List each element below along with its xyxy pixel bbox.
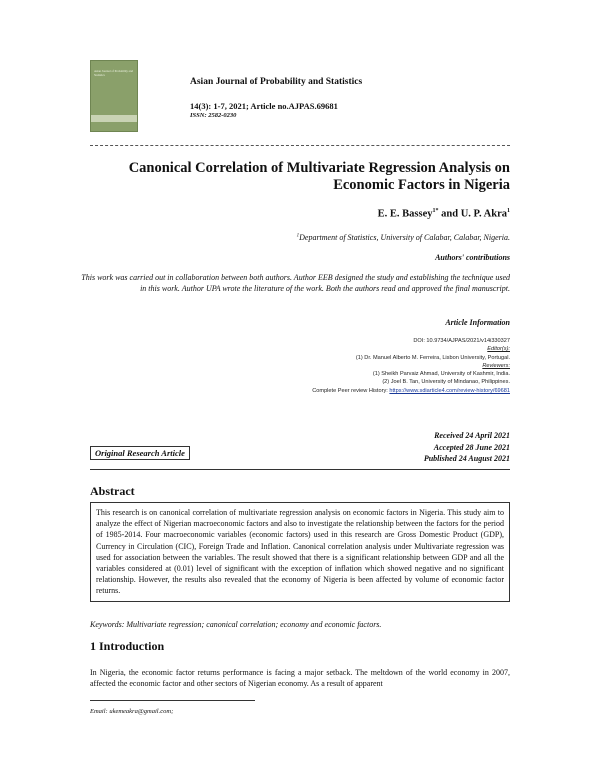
author-conjunction: and bbox=[438, 208, 461, 220]
header-divider bbox=[90, 145, 510, 146]
editor-1: (1) Dr. Manuel Alberto M. Ferreira, Lisbon University, Portugal. bbox=[355, 354, 510, 361]
article-type-badge: Original Research Article bbox=[90, 446, 190, 460]
abstract-text: This research is on canonical correlation of multivariate regression analysis on economic factors in Nigeria. This study aim to analyze the effect of Nigerian macroeconomic factors and also to investigate the relationship between the factors for the period of 1985-2014. Four macroeconomic variables (economic factors) used in this research are Gross Domestic Product (GDP), Currency in Circulation (CIC), Foreign Trade and Inflation. Canonical correlation analysis under Multivariate regression was used for association between the variables. The result showed that there is a significant relationship between GDP and all the variables considered at (0.01) level of significant with the exception of inflation which showed negative and no significant relationship. However, the results also revealed that the economy of Nigeria is been affected by volume of economic factor returns. bbox=[90, 502, 510, 602]
cover-strip bbox=[91, 115, 137, 122]
reviewers-label: Reviewers: bbox=[482, 362, 510, 369]
journal-name: Asian Journal of Probability and Statistics bbox=[190, 77, 363, 87]
article-dates bbox=[424, 430, 510, 465]
author-2-mark: 1 bbox=[507, 208, 510, 214]
footnote-divider bbox=[90, 700, 255, 701]
review-history-label: Complete Peer review History: bbox=[312, 387, 390, 394]
introduction-heading: 1 Introduction bbox=[90, 639, 165, 653]
author-1: E. E. Bassey bbox=[377, 208, 433, 220]
cover-text: Asian Journal of Probability and Statistics bbox=[94, 69, 133, 77]
footnote-email: Email: ukemeakra@gmail.com; bbox=[90, 708, 174, 715]
affiliation bbox=[297, 233, 510, 242]
author-2: U. P. Akra bbox=[460, 208, 507, 220]
introduction-text: In Nigeria, the economic factor returns performance is facing a major setback. The meltdown of the world economy in 2007, affected the economic factor and other sectors of Nigerian economy. As a result of apparent bbox=[90, 668, 510, 689]
journal-issn: ISSN: 2582-0230 bbox=[190, 112, 237, 119]
doi: DOI: 10.9734/AJPAS/2021/v14i330327 bbox=[413, 338, 510, 344]
abstract-heading: Abstract bbox=[90, 484, 135, 498]
title-line-1: Canonical Correlation of Multivariate Regression Analysis on bbox=[128, 160, 510, 176]
author-list bbox=[378, 208, 510, 220]
author-1-mark: 1* bbox=[432, 208, 439, 214]
journal-volume: 14(3): 1-7, 2021; Article no.AJPAS.69681 bbox=[190, 101, 338, 111]
title-line-2: Economic Factors in Nigeria bbox=[333, 177, 510, 193]
contributions-text: This work was carried out in collaboration between both authors. Author EEB designed the study and establishing the technique used in this work. Author UPA wrote the literature of the work. Both the authors read and approved the final manuscript. bbox=[81, 273, 510, 293]
date-received: Received 24 April 2021 bbox=[434, 431, 510, 440]
contributions-heading: Authors' contributions bbox=[435, 253, 510, 262]
journal-cover-image bbox=[90, 60, 138, 132]
article-info bbox=[210, 337, 510, 395]
paper-title bbox=[90, 160, 510, 194]
editors-label: Editor(s): bbox=[487, 346, 510, 353]
review-history-link[interactable]: https://www.sdiarticle4.com/review-history/69681 bbox=[389, 387, 510, 394]
reviewer-2: (2) Joel B. Tan, University of Mindanao, Philippines. bbox=[382, 379, 510, 386]
date-accepted: Accepted 28 June 2021 bbox=[433, 442, 510, 452]
section-divider bbox=[90, 469, 510, 470]
affiliation-text: Department of Statistics, University of Calabar, Calabar, Nigeria. bbox=[299, 233, 510, 242]
article-info-heading: Article Information bbox=[445, 318, 510, 327]
affiliation-mark: 1 bbox=[296, 233, 300, 239]
date-published: Published 24 August 2021 bbox=[423, 454, 510, 463]
keywords: Keywords: Multivariate regression; canonical correlation; economy and economic factors. bbox=[90, 620, 382, 629]
reviewer-1: (1) Sheikh Parvaiz Ahmad, University of Kashmir, India. bbox=[372, 371, 510, 378]
